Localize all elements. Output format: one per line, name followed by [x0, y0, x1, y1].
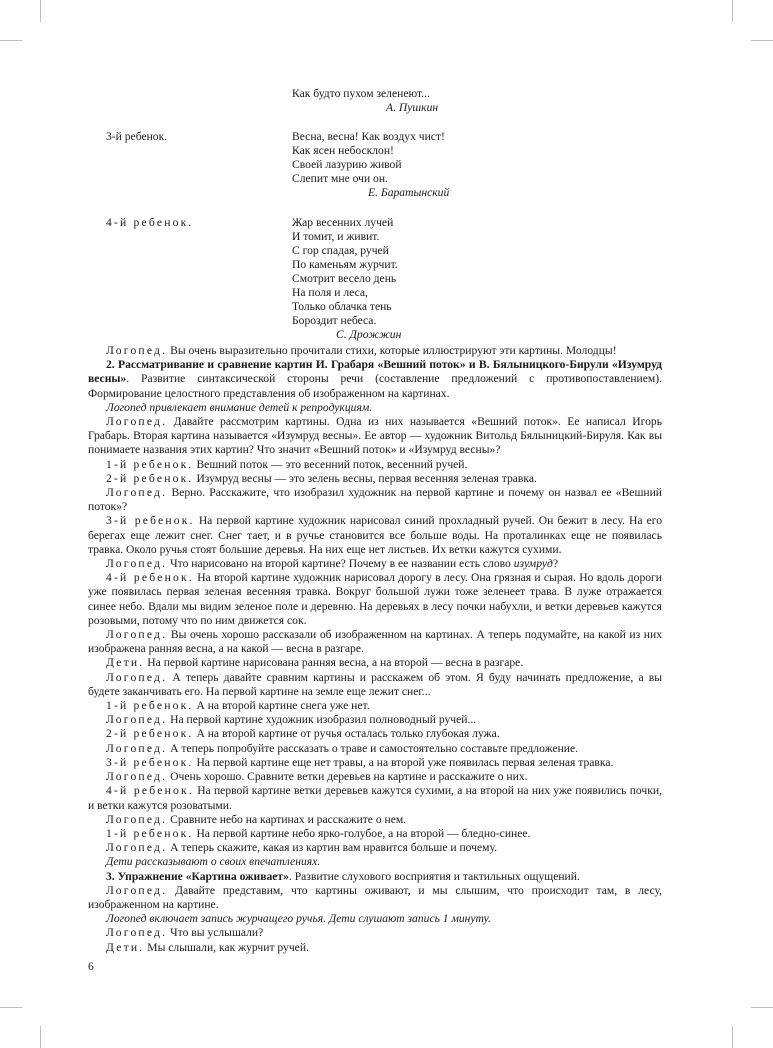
- paragraph: [88, 458, 662, 472]
- paragraph-text: На первой картине еще нет травы, а на второй уже появилась первая зеленая травка.: [196, 755, 614, 769]
- page-number: 6: [88, 960, 94, 973]
- role-child: 3-й ребенок.: [106, 514, 195, 528]
- role-logoped: Логопед.: [106, 486, 168, 500]
- section-title: 3. Упражнение «Картина оживает»: [106, 869, 289, 883]
- crop-mark: [732, 1026, 733, 1048]
- paragraph-text: Давайте представим, что картины оживают, и мы слышим, что происходит там, в лесу, изображенном на картине.: [88, 883, 662, 911]
- role-child: 2-й ребенок.: [106, 727, 194, 741]
- paragraph-text: А теперь давайте сравним картины и расскажем об этом. Я буду начинать предложение, а вы будете заканчивать его. На первой картине на земле еще лежит снег...: [88, 670, 662, 698]
- role-child: 1-й ребенок.: [106, 457, 194, 471]
- paragraph-text: . Развитие слухового восприятия и тактильных ощущений.: [288, 869, 580, 883]
- paragraph-text: Давайте рассмотрим картины. Одна из них называется «Вешний поток». Ее написал Игорь Грабарь. Вторая картина называется «Изумруд весны». Ее автор — художник Витольд Бялыницкий-Бируля. Как вы понимаете названия этих картин? Что значит «Вешний поток» и «Изумруд весны»?: [88, 415, 662, 457]
- role-logoped: Логопед.: [106, 415, 168, 429]
- stage-note: Дети рассказывают о своих впечатлениях.: [106, 855, 321, 869]
- paragraph: [88, 742, 662, 756]
- speaker-label: 3-й ребенок.: [106, 130, 168, 143]
- crop-mark: [40, 1026, 41, 1048]
- poem-line: Смотрит весело день: [292, 272, 397, 285]
- paragraph-text: Что вы услышали?: [170, 926, 264, 940]
- poem-line: На поля и леса,: [292, 286, 368, 299]
- paragraph: [88, 941, 662, 955]
- paragraph: [88, 671, 662, 699]
- poem-line: С гор спадая, ручей: [292, 244, 389, 257]
- paragraph-text: Вы очень хорошо рассказали об изображенном на картинах. А теперь подумайте, на какой из них изображена ранняя весна, а на какой — весна в разгаре.: [88, 628, 663, 656]
- poem-author: А. Пушкин: [386, 101, 439, 114]
- paragraph-text: На первой картине художник нарисовал синий прохладный ручей. Он бежит в лесу. На его берегах еще лежит снег. Снег тает, и в ручье становится все больше воды. На проталинках еще не появилась травка. Около ручья стоят большие деревья. На них еще нет листьев. Их ветки кажутся сухими.: [88, 514, 663, 556]
- role-child: 1-й ребенок.: [106, 699, 194, 713]
- paragraph: [88, 557, 662, 571]
- role-logoped: Логопед.: [106, 713, 168, 727]
- crop-mark: [0, 1007, 22, 1008]
- paragraph: [88, 486, 662, 514]
- paragraph: [88, 756, 662, 770]
- poem-author: Е. Баратынский: [368, 186, 450, 199]
- paragraph: [88, 827, 662, 841]
- section-2: [88, 358, 662, 401]
- poem-line: Бороздит небеса.: [292, 314, 377, 327]
- role-child: 2-й ребенок.: [106, 471, 194, 485]
- section-3: [88, 870, 662, 884]
- role-logoped: Логопед.: [106, 628, 168, 642]
- poem-line: Весна, весна! Как воздух чист!: [292, 130, 445, 143]
- paragraph-text: А на второй картине от ручья осталась только глубокая лужа.: [196, 727, 500, 741]
- paragraph-text: На первой картине художник изобразил полноводный ручей...: [170, 713, 477, 727]
- poem-line: Как будто пухом зеленеют...: [292, 87, 430, 100]
- poem-line: И томит, и живит.: [292, 230, 380, 243]
- role-logoped: Логопед.: [106, 926, 168, 940]
- poem-line: Своей лазурию живой: [292, 158, 402, 171]
- stage-note: Логопед включает запись журчащего ручья. Дети слушают запись 1 минуту.: [106, 912, 491, 926]
- paragraph: [88, 571, 662, 628]
- poem-line: Слепит мне очи он.: [292, 172, 388, 185]
- emphasis-word: изумруд: [513, 557, 553, 571]
- section-title: 2. Рассматривание и сравнение картин И. Грабаря «Вешний поток» и В. Бялыницкого-Бирули «Изумруд весны»: [88, 358, 662, 386]
- paragraph-text: А теперь скажите, какая из картин вам нравится больше и почему.: [170, 841, 498, 855]
- crop-mark: [40, 0, 41, 22]
- role-child: 4-й ребенок.: [106, 571, 194, 585]
- paragraph-text: Мы слышали, как журчит ручей.: [147, 940, 309, 954]
- poem-line: Как ясен небосклон!: [292, 144, 394, 157]
- paragraph: [88, 415, 662, 458]
- crop-mark: [732, 0, 733, 22]
- paragraph: [88, 813, 662, 827]
- role-logoped: Логопед.: [106, 883, 168, 897]
- paragraph-text: На первой картине нарисована ранняя весна, а на второй — весна в разгаре.: [147, 656, 524, 670]
- paragraph-text: Изумруд весны — это зелень весны, первая весенняя зеленая травка.: [196, 471, 537, 485]
- role-logoped: Логопед.: [106, 841, 168, 855]
- speaker-label: 4-й ребенок.: [106, 216, 194, 229]
- paragraph: [88, 884, 662, 912]
- paragraph: [88, 926, 662, 940]
- paragraph-text: Что нарисовано на второй картине? Почему в ее названии есть слово: [170, 557, 514, 571]
- paragraph: [88, 841, 662, 855]
- role-logoped: Логопед.: [106, 741, 168, 755]
- poem-author: С. Дрожжин: [336, 328, 402, 341]
- poem-line: Жар весенних лучей: [292, 216, 394, 229]
- paragraph: [88, 713, 662, 727]
- crop-mark: [751, 1007, 773, 1008]
- paragraph: [88, 344, 662, 358]
- paragraph-text: А на второй картине снега уже нет.: [196, 699, 370, 713]
- paragraph: [88, 727, 662, 741]
- role-logoped: Логопед.: [106, 344, 168, 357]
- paragraph-text: Сравните небо на картинах и расскажите о нем.: [170, 812, 407, 826]
- paragraph: [88, 514, 662, 557]
- crop-mark: [0, 40, 22, 41]
- role-logoped: Логопед.: [106, 812, 168, 826]
- poem-line: По каменьям журчит.: [292, 258, 398, 271]
- role-logoped: Логопед.: [106, 670, 168, 684]
- paragraph: [88, 699, 662, 713]
- paragraph-text: На первой картине ветки деревьев кажутся сухими, а на второй на них уже появились почки, и ветки кажутся розоватыми.: [88, 784, 662, 812]
- paragraph: [88, 770, 662, 784]
- paragraph-text: На первой картине небо ярко-голубое, а на второй — бледно-синее.: [196, 826, 531, 840]
- paragraph-text: . Развитие синтаксической стороны речи (составление предложений с противопоставлением). Формирование целостного представления об изображенном на картинах.: [88, 372, 662, 400]
- role-child: 1-й ребенок.: [106, 826, 194, 840]
- role-children: Дети.: [106, 656, 145, 670]
- role-child: 4-й ребенок.: [106, 784, 194, 798]
- role-children: Дети.: [106, 940, 145, 954]
- paragraph-text: Очень хорошо. Сравните ветки деревьев на картине и расскажите о них.: [170, 770, 528, 784]
- poem-line: Только облачка тень: [292, 300, 392, 313]
- paragraph: [88, 656, 662, 670]
- paragraph-text: На второй картине художник нарисовал дорогу в лесу. Она грязная и сырая. Но вдоль дороги уже появилась первая зеленая весенняя травка. Вокруг большой лужи тоже зеленеет трава. В луже отражается синее небо. Вдали мы видим зеленое поле и деревню. На деревьях в лесу почки набухли, и ветки деревьев кажутся розовыми, потому что по ним движется сок.: [88, 571, 663, 627]
- paragraph-text: Вешний поток — это весенний поток, весенний ручей.: [196, 457, 468, 471]
- paragraph-text: ?: [552, 557, 558, 571]
- crop-mark: [751, 40, 773, 41]
- paragraph-text: А теперь попробуйте рассказать о траве и самостоятельно составьте предложение.: [170, 741, 579, 755]
- stage-note: Логопед привлекает внимание детей к репродукциям.: [106, 400, 373, 414]
- paragraph: [88, 784, 662, 812]
- paragraph-text: Верно. Расскажите, что изобразил художник на первой картине и почему он назвал ее «Вешний поток»?: [88, 486, 662, 514]
- role-logoped: Логопед.: [106, 770, 168, 784]
- role-child: 3-й ребенок.: [106, 755, 194, 769]
- dialogue-body: [88, 344, 662, 955]
- role-logoped: Логопед.: [106, 557, 168, 571]
- paragraph: [88, 628, 662, 656]
- paragraph: [88, 472, 662, 486]
- paragraph-text: Вы очень выразительно прочитали стихи, которые иллюстрируют эти картины. Молодцы!: [170, 344, 617, 357]
